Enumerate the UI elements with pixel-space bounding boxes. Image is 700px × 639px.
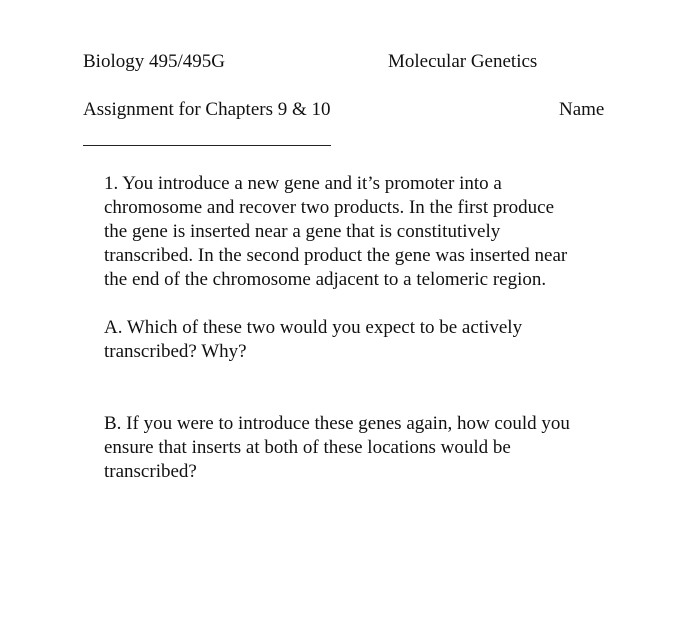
part-b-line: transcribed? <box>104 461 197 482</box>
subject-title: Molecular Genetics <box>388 51 538 72</box>
course-title: Biology 495/495G <box>83 51 225 72</box>
part-a-line: transcribed? Why? <box>104 341 247 362</box>
name-label: Name <box>559 99 605 120</box>
question-part-b <box>104 412 570 484</box>
question-1 <box>104 172 567 292</box>
part-a-line: A. Which of these two would you expect to be actively <box>104 317 523 338</box>
assignment-title: Assignment for Chapters 9 & 10 <box>83 99 331 120</box>
part-b-line: ensure that inserts at both of these locations would be <box>104 437 511 458</box>
part-b-line: B. If you were to introduce these genes again, how could you <box>104 413 570 434</box>
question-part-a <box>104 316 522 364</box>
question-1-line: 1. You introduce a new gene and it’s promoter into a <box>104 173 502 194</box>
question-1-line: the gene is inserted near a gene that is constitutively <box>104 221 501 242</box>
question-1-line: the end of the chromosome adjacent to a telomeric region. <box>104 269 547 290</box>
question-1-line: transcribed. In the second product the gene was inserted near <box>104 245 568 266</box>
name-underline <box>83 145 331 146</box>
question-1-line: chromosome and recover two products. In the first produce <box>104 197 555 218</box>
